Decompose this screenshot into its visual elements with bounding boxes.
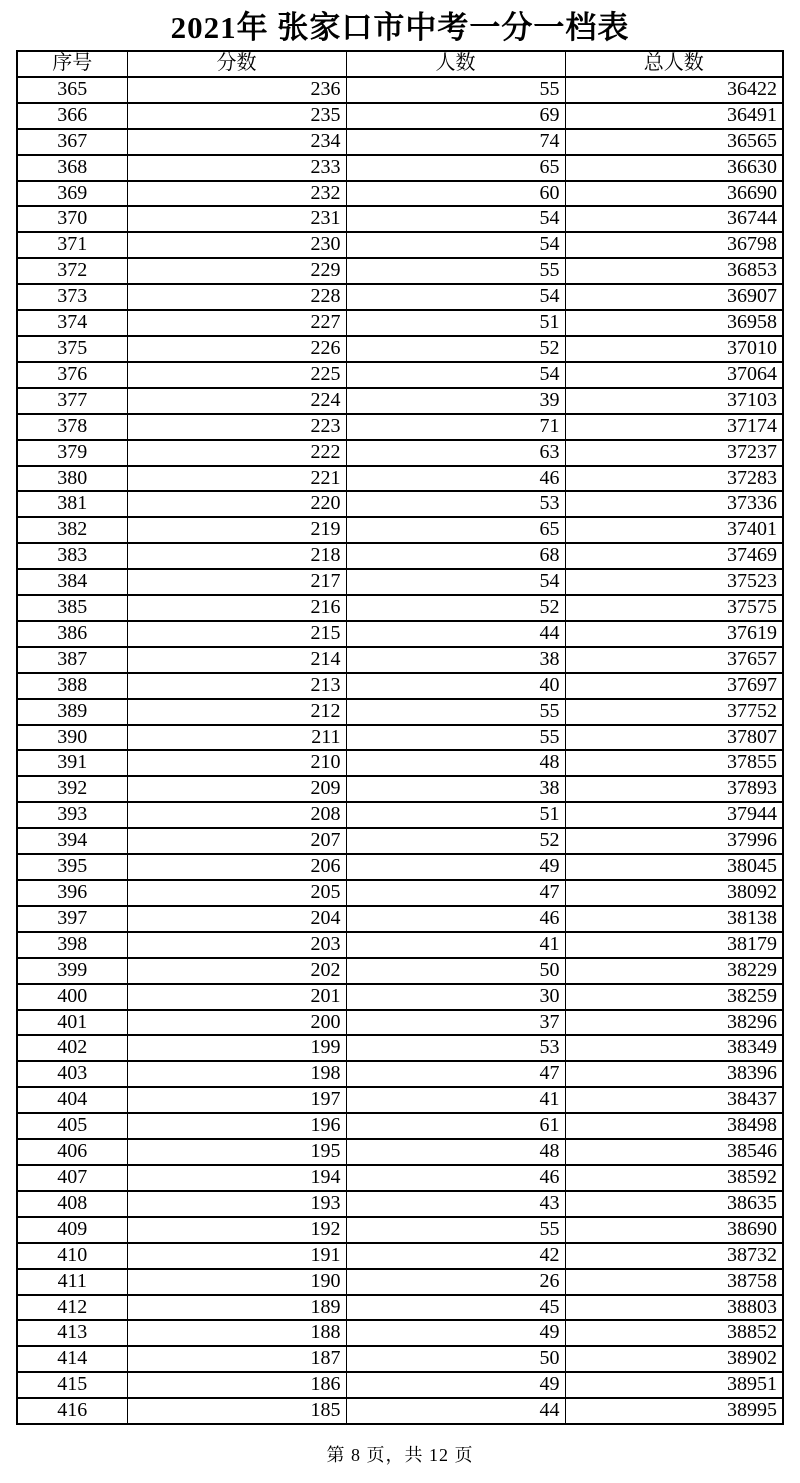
score-cell: 233 <box>127 155 346 181</box>
serial-cell: 376 <box>17 362 127 388</box>
total-cell: 38690 <box>565 1217 783 1243</box>
header-total: 总人数 <box>565 51 783 77</box>
score-cell: 228 <box>127 284 346 310</box>
table-row <box>17 466 783 492</box>
score-cell: 222 <box>127 440 346 466</box>
count-cell: 44 <box>346 1398 565 1424</box>
count-cell: 38 <box>346 647 565 673</box>
serial-cell: 391 <box>17 750 127 776</box>
table-row <box>17 1113 783 1139</box>
table-row <box>17 828 783 854</box>
score-cell: 205 <box>127 880 346 906</box>
table-row <box>17 232 783 258</box>
total-cell: 37283 <box>565 466 783 492</box>
table-row <box>17 673 783 699</box>
serial-cell: 389 <box>17 699 127 725</box>
total-cell: 38045 <box>565 854 783 880</box>
count-cell: 69 <box>346 103 565 129</box>
serial-cell: 367 <box>17 129 127 155</box>
total-cell: 38635 <box>565 1191 783 1217</box>
serial-cell: 403 <box>17 1061 127 1087</box>
total-cell: 37237 <box>565 440 783 466</box>
header-count: 人数 <box>346 51 565 77</box>
total-cell: 38546 <box>565 1139 783 1165</box>
count-cell: 49 <box>346 1372 565 1398</box>
serial-cell: 406 <box>17 1139 127 1165</box>
serial-cell: 369 <box>17 181 127 207</box>
serial-cell: 377 <box>17 388 127 414</box>
score-cell: 218 <box>127 543 346 569</box>
count-cell: 26 <box>346 1269 565 1295</box>
table-row <box>17 595 783 621</box>
score-cell: 198 <box>127 1061 346 1087</box>
table-row <box>17 802 783 828</box>
serial-cell: 378 <box>17 414 127 440</box>
count-cell: 51 <box>346 802 565 828</box>
table-row <box>17 932 783 958</box>
total-cell: 37657 <box>565 647 783 673</box>
total-cell: 36744 <box>565 206 783 232</box>
count-cell: 74 <box>346 129 565 155</box>
serial-cell: 400 <box>17 984 127 1010</box>
serial-cell: 392 <box>17 776 127 802</box>
total-cell: 38951 <box>565 1372 783 1398</box>
total-cell: 38396 <box>565 1061 783 1087</box>
table-row <box>17 647 783 673</box>
count-cell: 54 <box>346 284 565 310</box>
table-row <box>17 206 783 232</box>
score-cell: 215 <box>127 621 346 647</box>
count-cell: 46 <box>346 906 565 932</box>
score-cell: 217 <box>127 569 346 595</box>
score-cell: 210 <box>127 750 346 776</box>
serial-cell: 370 <box>17 206 127 232</box>
total-cell: 37944 <box>565 802 783 828</box>
score-cell: 206 <box>127 854 346 880</box>
serial-cell: 396 <box>17 880 127 906</box>
count-cell: 52 <box>346 336 565 362</box>
table-row <box>17 1087 783 1113</box>
count-cell: 49 <box>346 1320 565 1346</box>
total-cell: 37619 <box>565 621 783 647</box>
table-row <box>17 129 783 155</box>
score-cell: 227 <box>127 310 346 336</box>
count-cell: 52 <box>346 595 565 621</box>
count-cell: 39 <box>346 388 565 414</box>
table-row <box>17 1398 783 1424</box>
total-cell: 38092 <box>565 880 783 906</box>
serial-cell: 405 <box>17 1113 127 1139</box>
table-row <box>17 258 783 284</box>
table-row <box>17 284 783 310</box>
count-cell: 55 <box>346 77 565 103</box>
table-row <box>17 1165 783 1191</box>
table-row <box>17 181 783 207</box>
score-cell: 197 <box>127 1087 346 1113</box>
serial-cell: 402 <box>17 1035 127 1061</box>
score-cell: 223 <box>127 414 346 440</box>
total-cell: 37103 <box>565 388 783 414</box>
table-row <box>17 491 783 517</box>
serial-cell: 373 <box>17 284 127 310</box>
table-row <box>17 336 783 362</box>
score-cell: 207 <box>127 828 346 854</box>
table-row <box>17 517 783 543</box>
total-cell: 38259 <box>565 984 783 1010</box>
count-cell: 55 <box>346 699 565 725</box>
table-row <box>17 1010 783 1036</box>
serial-cell: 393 <box>17 802 127 828</box>
total-cell: 37523 <box>565 569 783 595</box>
score-cell: 209 <box>127 776 346 802</box>
score-cell: 188 <box>127 1320 346 1346</box>
score-cell: 229 <box>127 258 346 284</box>
score-cell: 191 <box>127 1243 346 1269</box>
count-cell: 48 <box>346 750 565 776</box>
score-cell: 231 <box>127 206 346 232</box>
table-row <box>17 750 783 776</box>
score-cell: 196 <box>127 1113 346 1139</box>
total-cell: 37469 <box>565 543 783 569</box>
count-cell: 63 <box>346 440 565 466</box>
score-table <box>16 50 784 1425</box>
total-cell: 37064 <box>565 362 783 388</box>
table-row <box>17 1269 783 1295</box>
table-row <box>17 776 783 802</box>
total-cell: 36907 <box>565 284 783 310</box>
serial-cell: 407 <box>17 1165 127 1191</box>
score-cell: 194 <box>127 1165 346 1191</box>
count-cell: 55 <box>346 1217 565 1243</box>
serial-cell: 414 <box>17 1346 127 1372</box>
header-serial: 序号 <box>17 51 127 77</box>
count-cell: 53 <box>346 491 565 517</box>
total-cell: 38592 <box>565 1165 783 1191</box>
total-cell: 37697 <box>565 673 783 699</box>
serial-cell: 395 <box>17 854 127 880</box>
score-cell: 234 <box>127 129 346 155</box>
total-cell: 38179 <box>565 932 783 958</box>
count-cell: 52 <box>346 828 565 854</box>
table-row <box>17 1295 783 1321</box>
total-cell: 36491 <box>565 103 783 129</box>
score-cell: 195 <box>127 1139 346 1165</box>
serial-cell: 399 <box>17 958 127 984</box>
total-cell: 38349 <box>565 1035 783 1061</box>
serial-cell: 412 <box>17 1295 127 1321</box>
count-cell: 47 <box>346 880 565 906</box>
score-cell: 220 <box>127 491 346 517</box>
score-cell: 200 <box>127 1010 346 1036</box>
total-cell: 36422 <box>565 77 783 103</box>
total-cell: 38732 <box>565 1243 783 1269</box>
score-cell: 224 <box>127 388 346 414</box>
score-cell: 208 <box>127 802 346 828</box>
page-footer: 第 8 页，共 12 页 <box>326 1445 474 1466</box>
total-cell: 38296 <box>565 1010 783 1036</box>
score-cell: 221 <box>127 466 346 492</box>
count-cell: 41 <box>346 1087 565 1113</box>
serial-cell: 413 <box>17 1320 127 1346</box>
count-cell: 42 <box>346 1243 565 1269</box>
score-cell: 219 <box>127 517 346 543</box>
serial-cell: 382 <box>17 517 127 543</box>
header-score: 分数 <box>127 51 346 77</box>
table-row <box>17 621 783 647</box>
score-cell: 232 <box>127 181 346 207</box>
total-cell: 36853 <box>565 258 783 284</box>
count-cell: 55 <box>346 725 565 751</box>
score-cell: 211 <box>127 725 346 751</box>
total-cell: 36798 <box>565 232 783 258</box>
score-cell: 185 <box>127 1398 346 1424</box>
score-cell: 225 <box>127 362 346 388</box>
total-cell: 38758 <box>565 1269 783 1295</box>
total-cell: 38852 <box>565 1320 783 1346</box>
table-row <box>17 725 783 751</box>
count-cell: 49 <box>346 854 565 880</box>
table-row <box>17 1346 783 1372</box>
count-cell: 43 <box>346 1191 565 1217</box>
score-cell: 192 <box>127 1217 346 1243</box>
count-cell: 54 <box>346 569 565 595</box>
score-table-body <box>17 77 783 1424</box>
table-row <box>17 362 783 388</box>
score-cell: 202 <box>127 958 346 984</box>
serial-cell: 411 <box>17 1269 127 1295</box>
score-cell: 226 <box>127 336 346 362</box>
serial-cell: 404 <box>17 1087 127 1113</box>
total-cell: 37807 <box>565 725 783 751</box>
score-cell: 213 <box>127 673 346 699</box>
table-row <box>17 155 783 181</box>
table-row <box>17 1372 783 1398</box>
serial-cell: 409 <box>17 1217 127 1243</box>
serial-cell: 365 <box>17 77 127 103</box>
table-row <box>17 699 783 725</box>
serial-cell: 380 <box>17 466 127 492</box>
table-row <box>17 880 783 906</box>
total-cell: 38138 <box>565 906 783 932</box>
count-cell: 54 <box>346 206 565 232</box>
total-cell: 37893 <box>565 776 783 802</box>
serial-cell: 383 <box>17 543 127 569</box>
total-cell: 36690 <box>565 181 783 207</box>
count-cell: 40 <box>346 673 565 699</box>
count-cell: 68 <box>346 543 565 569</box>
serial-cell: 368 <box>17 155 127 181</box>
total-cell: 36565 <box>565 129 783 155</box>
score-cell: 199 <box>127 1035 346 1061</box>
count-cell: 46 <box>346 466 565 492</box>
table-row <box>17 1217 783 1243</box>
table-row <box>17 569 783 595</box>
serial-cell: 390 <box>17 725 127 751</box>
total-cell: 38803 <box>565 1295 783 1321</box>
count-cell: 47 <box>346 1061 565 1087</box>
score-cell: 212 <box>127 699 346 725</box>
total-cell: 37174 <box>565 414 783 440</box>
count-cell: 54 <box>346 362 565 388</box>
total-cell: 37575 <box>565 595 783 621</box>
table-row <box>17 440 783 466</box>
serial-cell: 381 <box>17 491 127 517</box>
count-cell: 65 <box>346 155 565 181</box>
table-row <box>17 854 783 880</box>
table-row <box>17 103 783 129</box>
count-cell: 46 <box>346 1165 565 1191</box>
score-cell: 204 <box>127 906 346 932</box>
count-cell: 41 <box>346 932 565 958</box>
serial-cell: 371 <box>17 232 127 258</box>
table-row <box>17 1139 783 1165</box>
count-cell: 60 <box>346 181 565 207</box>
count-cell: 30 <box>346 984 565 1010</box>
table-row <box>17 1061 783 1087</box>
serial-cell: 375 <box>17 336 127 362</box>
score-cell: 186 <box>127 1372 346 1398</box>
count-cell: 45 <box>346 1295 565 1321</box>
table-row <box>17 958 783 984</box>
count-cell: 37 <box>346 1010 565 1036</box>
score-cell: 203 <box>127 932 346 958</box>
score-cell: 193 <box>127 1191 346 1217</box>
table-row <box>17 906 783 932</box>
score-cell: 187 <box>127 1346 346 1372</box>
score-cell: 201 <box>127 984 346 1010</box>
page-title: 2021年 张家口市中考一分一档表 <box>170 10 630 45</box>
serial-cell: 387 <box>17 647 127 673</box>
serial-cell: 366 <box>17 103 127 129</box>
serial-cell: 416 <box>17 1398 127 1424</box>
score-cell: 235 <box>127 103 346 129</box>
score-cell: 190 <box>127 1269 346 1295</box>
score-cell: 214 <box>127 647 346 673</box>
table-row <box>17 984 783 1010</box>
count-cell: 55 <box>346 258 565 284</box>
table-row <box>17 1191 783 1217</box>
count-cell: 51 <box>346 310 565 336</box>
total-cell: 38498 <box>565 1113 783 1139</box>
serial-cell: 379 <box>17 440 127 466</box>
table-row <box>17 1035 783 1061</box>
score-cell: 189 <box>127 1295 346 1321</box>
count-cell: 48 <box>346 1139 565 1165</box>
total-cell: 37401 <box>565 517 783 543</box>
count-cell: 53 <box>346 1035 565 1061</box>
total-cell: 37752 <box>565 699 783 725</box>
serial-cell: 388 <box>17 673 127 699</box>
serial-cell: 394 <box>17 828 127 854</box>
total-cell: 38902 <box>565 1346 783 1372</box>
count-cell: 50 <box>346 1346 565 1372</box>
total-cell: 36630 <box>565 155 783 181</box>
total-cell: 36958 <box>565 310 783 336</box>
table-row <box>17 414 783 440</box>
table-row <box>17 1320 783 1346</box>
total-cell: 37010 <box>565 336 783 362</box>
total-cell: 37996 <box>565 828 783 854</box>
serial-cell: 401 <box>17 1010 127 1036</box>
total-cell: 37336 <box>565 491 783 517</box>
serial-cell: 384 <box>17 569 127 595</box>
count-cell: 65 <box>346 517 565 543</box>
serial-cell: 372 <box>17 258 127 284</box>
score-cell: 236 <box>127 77 346 103</box>
table-row <box>17 77 783 103</box>
serial-cell: 408 <box>17 1191 127 1217</box>
total-cell: 38995 <box>565 1398 783 1424</box>
serial-cell: 386 <box>17 621 127 647</box>
serial-cell: 398 <box>17 932 127 958</box>
table-row <box>17 310 783 336</box>
table-row <box>17 543 783 569</box>
serial-cell: 397 <box>17 906 127 932</box>
score-cell: 230 <box>127 232 346 258</box>
count-cell: 54 <box>346 232 565 258</box>
total-cell: 38229 <box>565 958 783 984</box>
score-cell: 216 <box>127 595 346 621</box>
table-row <box>17 1243 783 1269</box>
serial-cell: 415 <box>17 1372 127 1398</box>
table-row <box>17 388 783 414</box>
count-cell: 38 <box>346 776 565 802</box>
serial-cell: 374 <box>17 310 127 336</box>
count-cell: 61 <box>346 1113 565 1139</box>
count-cell: 71 <box>346 414 565 440</box>
serial-cell: 410 <box>17 1243 127 1269</box>
total-cell: 37855 <box>565 750 783 776</box>
serial-cell: 385 <box>17 595 127 621</box>
table-header-row <box>17 51 783 77</box>
total-cell: 38437 <box>565 1087 783 1113</box>
count-cell: 44 <box>346 621 565 647</box>
count-cell: 50 <box>346 958 565 984</box>
